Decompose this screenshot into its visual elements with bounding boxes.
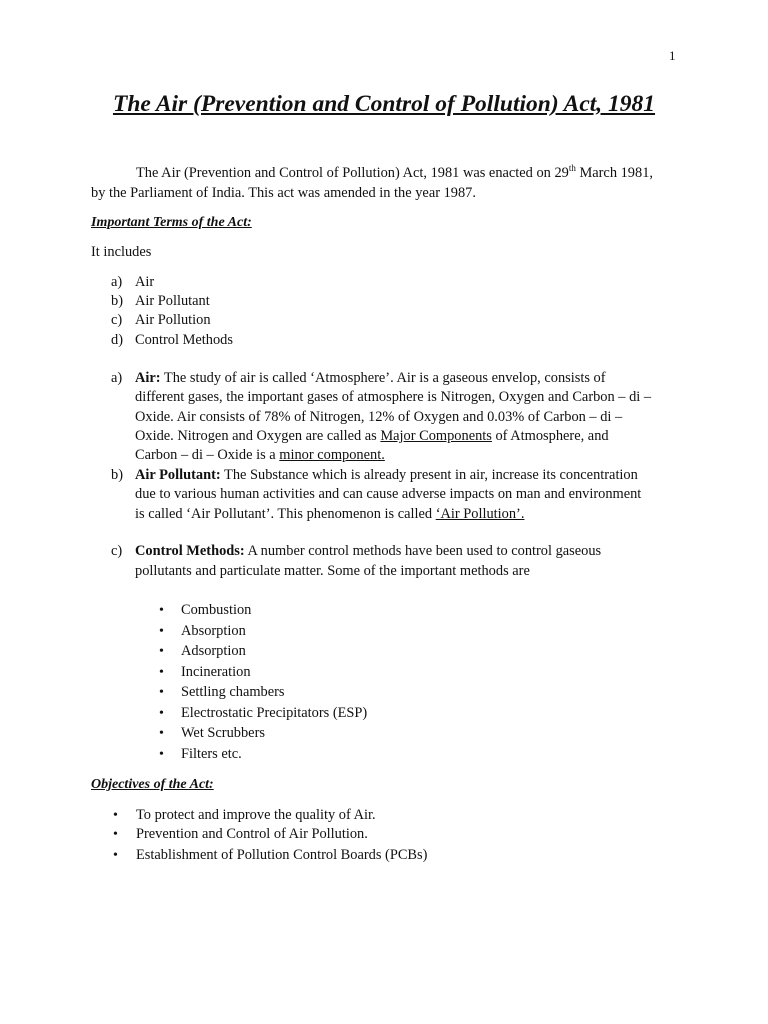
bullet-icon: • [159,685,164,700]
air-line-1 [135,369,606,389]
bullet-icon: • [159,644,164,659]
term-label: a) [111,274,123,290]
air-term: Air: [135,370,161,386]
intro-text-after: March 1981, [575,165,653,181]
air-pollution-text: ‘Air Pollution’. [435,506,525,522]
method-item: Adsorption [181,643,246,659]
pollutant-text: The Substance which is already present in air, increase its concentration [220,467,638,483]
air-line-2: different gases, the important gases of atmosphere is Nitrogen, Oxygen and Carbon – di – [135,389,652,405]
air-text: The study of air is called ‘Atmosphere’. Air is a gaseous envelop, consists of [160,370,606,386]
objective-item: Establishment of Pollution Control Boards (PCBs) [136,847,428,863]
objective-item: Prevention and Control of Air Pollution. [136,826,368,842]
bullet-icon: • [113,827,118,842]
bullet-icon: • [159,665,164,680]
includes-text: It includes [91,244,152,260]
air-text: Carbon – di – Oxide is a [135,447,280,463]
control-line-1 [135,542,601,562]
method-item: Incineration [181,664,251,680]
major-components-text: Major Components [380,428,492,444]
intro-text: The Air (Prevention and Control of Pollution) Act, 1981 was enacted on 29 [136,165,569,181]
control-term: Control Methods: [135,543,245,559]
method-item: Combustion [181,602,252,618]
term-text: Control Methods [135,332,233,348]
term-text: Air [135,274,155,290]
intro-line-2: by the Parliament of India. This act was amended in the year 1987. [91,185,476,201]
intro-line-1 [136,164,653,184]
bullet-icon: • [113,808,118,823]
terms-heading: Important Terms of the Act: [91,215,252,230]
method-item: Wet Scrubbers [181,725,265,741]
method-item: Absorption [181,623,246,639]
control-line-2: pollutants and particulate matter. Some of the important methods are [135,563,530,579]
control-text: A number control methods have been used to control gaseous [244,543,602,559]
pollutant-line-1 [135,466,638,486]
term-label: d) [111,332,123,348]
method-item: Settling chambers [181,684,285,700]
bullet-icon: • [159,747,164,762]
method-item: Electrostatic Precipitators (ESP) [181,705,368,721]
air-line-3: Oxide. Air consists of 78% of Nitrogen, 12% of Oxygen and 0.03% of Carbon – di – [135,409,623,425]
bullet-icon: • [159,706,164,721]
pollutant-line-3 [135,505,524,525]
pollutant-label: b) [111,467,123,483]
bullet-icon: • [159,624,164,639]
term-label: b) [111,293,123,309]
page-number: 1 [669,48,676,63]
bullet-icon: • [159,603,164,618]
air-text: of Atmosphere, and [491,428,609,444]
pollutant-text: is called ‘Air Pollutant’. This phenomenon is called [135,506,436,522]
pollutant-line-2: due to various human activities and can cause adverse impacts on man and environment [135,486,642,502]
minor-component-text: minor component. [279,447,385,463]
air-text: Oxide. Nitrogen and Oxygen are called as [135,428,381,444]
bullet-icon: • [159,726,164,741]
term-text: Air Pollution [135,312,211,328]
objective-item: To protect and improve the quality of Air. [136,807,376,823]
air-line-4 [135,427,609,447]
term-text: Air Pollutant [135,293,210,309]
air-label: a) [111,370,123,386]
pollutant-term: Air Pollutant: [135,467,221,483]
bullet-icon: • [113,848,118,863]
intro-superscript: th [568,163,576,173]
control-label: c) [111,543,123,559]
air-line-5 [135,446,385,466]
term-label: c) [111,312,123,328]
document-title: The Air (Prevention and Control of Pollution) Act, 1981 [112,91,656,117]
objectives-heading: Objectives of the Act: [91,777,214,792]
method-item: Filters etc. [181,746,242,762]
